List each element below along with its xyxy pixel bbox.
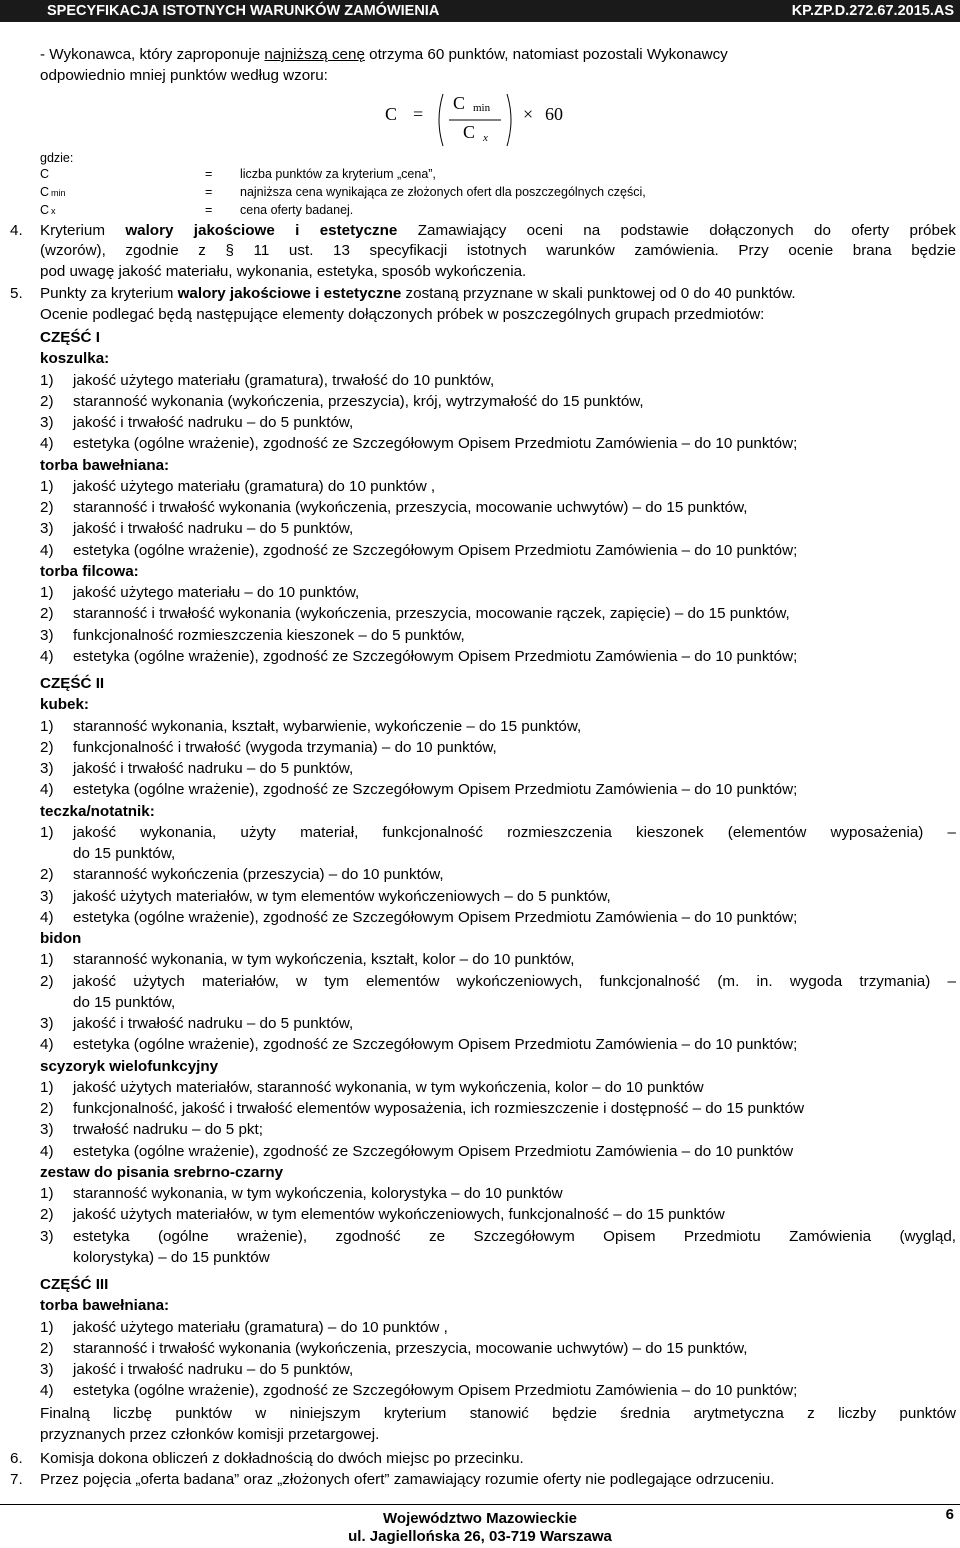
final-line-2: przyznanych przez członków komisji przetargowej.: [40, 1426, 380, 1443]
intro-line-2: odpowiednio mniej punktów według wzoru:: [40, 67, 328, 84]
list-item: staranność i trwałość wykonania (wykończenia, przeszycia, mocowanie uchwytów) – do 15 punktów,: [73, 1339, 748, 1357]
list-item-number: 3): [40, 1361, 54, 1378]
list-item: trwałość nadruku – do 5 pkt;: [73, 1121, 263, 1139]
footer-address: ul. Jagiellońska 26, 03-719 Warszawa: [348, 1528, 612, 1545]
legend-subscript: x: [51, 206, 56, 216]
score-formula: [385, 92, 585, 152]
formula-lhs: C: [385, 104, 398, 124]
item-4-text: Kryterium: [40, 222, 105, 239]
formula-numerator-sub: min: [473, 102, 491, 114]
list-item-number: 3): [40, 760, 54, 777]
list-item-number: 2): [40, 1206, 54, 1224]
page-number: 6: [945, 1506, 954, 1523]
legend-description: najniższa cena wynikająca ze złożonych ofert dla poszczególnych części,: [240, 185, 646, 199]
list-item-number: 1): [40, 371, 54, 389]
list-item: estetyka (ogólne wrażenie), zgodność ze Szczegółowym Opisem Przedmiotu Zamówienia – do 10 punktów;: [73, 1382, 798, 1400]
list-item-number: 2): [40, 1339, 54, 1357]
list-item: estetyka (ogólne wrażenie), zgodność ze Szczegółowym Opisem Przedmiotu Zamówienia – do 10 punktów;: [73, 781, 798, 799]
list-item: staranność wykonania (wykończenia, przeszycia), krój, wytrzymałość do 15 punktów,: [73, 392, 644, 410]
section-heading: torba bawełniana:: [40, 456, 170, 474]
formula-denominator-sub: x: [483, 132, 488, 144]
legend-symbol: C: [40, 167, 50, 181]
legend-gdzie: gdzie:: [40, 151, 74, 165]
list-item-number: 4): [40, 435, 54, 453]
item-4-number: 4.: [10, 222, 23, 239]
document-header: [0, 0, 960, 22]
list-item: do 15 punktów,: [73, 845, 176, 862]
list-item: jakość i trwałość nadruku – do 5 punktów,: [73, 1361, 354, 1378]
section-heading: zestaw do pisania srebrno-czarny: [40, 1163, 284, 1181]
item-7-text: Przez pojęcia „oferta badana” oraz „złożonych ofert” zamawiający rozumie oferty nie podlegające odrzuceniu.: [40, 1471, 775, 1488]
list-item-number: 2): [40, 605, 54, 623]
list-item: jakość użytego materiału (gramatura) – do 10 punktów ,: [73, 1318, 448, 1336]
item-7-number: 7.: [10, 1471, 23, 1488]
list-item-number: 4): [40, 647, 54, 665]
formula-denominator: C: [463, 122, 476, 142]
item-5-bold: walory jakościowe i estetyczne: [177, 285, 402, 302]
legend-description: liczba punktów za kryterium „cena”,: [240, 167, 436, 181]
item-4-text-cont: Zamawiający oceni na podstawie dołączonych do oferty próbek: [417, 222, 956, 239]
list-item: jakość i trwałość nadruku – do 5 punktów,: [73, 520, 354, 538]
legend-equals: =: [205, 185, 213, 199]
list-item: jakość użytego materiału (gramatura), trwałość do 10 punktów,: [73, 371, 495, 389]
list-item: estetyka (ogólne wrażenie), zgodność ze Szczegółowym Opisem Przedmiotu Zamówienia (wygląd,: [73, 1227, 956, 1245]
item-5-number: 5.: [10, 285, 23, 302]
list-item-number: 1): [40, 951, 54, 969]
formula-factor: 60: [545, 104, 563, 124]
legend-equals: =: [205, 167, 213, 181]
footer-divider: [0, 1504, 960, 1505]
section-heading: torba filcowa:: [40, 562, 139, 580]
item-5-line-1: [40, 284, 796, 304]
list-item: staranność wykonania, w tym wykończenia, kolorystyka – do 10 punktów: [73, 1185, 563, 1202]
list-item: jakość użytych materiałów, w tym elementów wykończeniowych, funkcjonalność (m. in. wygoda trzymania) –: [73, 972, 956, 990]
item-5-line-2: Ocenie podlegać będą następujące elementy dołączonych próbek w poszczególnych grupach przedmiotów:: [40, 306, 765, 323]
legend-symbol: C: [40, 203, 50, 217]
list-item-number: 1): [40, 1078, 54, 1096]
list-item: funkcjonalność, jakość i trwałość elementów wyposażenia, ich rozmieszczenie i dostępność – do 15 punktów: [73, 1100, 805, 1117]
intro-text: - Wykonawca, który zaproponuje: [40, 46, 261, 63]
item-6-text: Komisja dokona obliczeń z dokładnością do dwóch miejsc po przecinku.: [40, 1450, 524, 1467]
list-item-number: 4): [40, 781, 54, 799]
list-item: estetyka (ogólne wrażenie), zgodność ze Szczegółowym Opisem Przedmiotu Zamówienia – do 10 punktów: [73, 1142, 794, 1160]
list-item-number: 3): [40, 626, 54, 644]
list-item-number: 4): [40, 1142, 54, 1160]
section-heading: kubek:: [40, 696, 89, 714]
formula-times: ×: [523, 104, 534, 124]
list-item-number: 4): [40, 541, 54, 559]
list-item: jakość użytego materiału (gramatura) do 10 punktów ,: [73, 477, 436, 495]
list-item-number: 1): [40, 717, 54, 735]
legend-description: cena oferty badanej.: [240, 203, 354, 217]
list-item: estetyka (ogólne wrażenie), zgodność ze Szczegółowym Opisem Przedmiotu Zamówienia – do 10 punktów;: [73, 647, 798, 665]
footer-organization: Województwo Mazowieckie: [383, 1510, 577, 1527]
legend-row: [40, 200, 56, 221]
section-heading: CZĘŚĆ I: [40, 329, 100, 346]
list-item-number: 4): [40, 1382, 54, 1400]
header-title: SPECYFIKACJA ISTOTNYCH WARUNKÓW ZAMÓWIENIA: [47, 3, 440, 19]
list-item: staranność i trwałość wykonania (wykończenia, przeszycia, mocowanie uchwytów) – do 15 punktów,: [73, 499, 748, 516]
item-5-text: Punkty za kryterium: [40, 285, 174, 302]
list-item-number: 3): [40, 520, 54, 538]
list-item: estetyka (ogólne wrażenie), zgodność ze Szczegółowym Opisem Przedmiotu Zamówienia – do 10 punktów;: [73, 908, 798, 926]
legend-equals: =: [205, 203, 213, 217]
formula-numerator: C: [453, 93, 466, 113]
item-4-line-3: pod uwagę jakość materiału, wykonania, estetyka, sposób wykończenia.: [40, 263, 527, 280]
list-item-number: 1): [40, 584, 54, 601]
item-5-text-cont: zostaną przyznane w skali punktowej od 0 do 40 punktów.: [405, 285, 796, 302]
section-heading: CZĘŚĆ III: [40, 1276, 109, 1293]
list-item-number: 2): [40, 499, 54, 516]
list-item-number: 2): [40, 1100, 54, 1117]
list-item: jakość wykonania, użyty materiał, funkcjonalność rozmieszczenia kieszonek (elementów wyposażenia) –: [73, 823, 956, 841]
list-item-number: 3): [40, 1227, 54, 1245]
list-item: staranność wykonania, w tym wykończenia, kształt, kolor – do 10 punktów,: [73, 951, 575, 969]
list-item: jakość i trwałość nadruku – do 5 punktów,: [73, 414, 354, 431]
list-item-number: 1): [40, 1185, 54, 1202]
list-item-number: 1): [40, 1318, 54, 1336]
list-item-number: 2): [40, 392, 54, 410]
list-item: jakość i trwałość nadruku – do 5 punktów,: [73, 760, 354, 777]
list-item-number: 1): [40, 477, 54, 495]
list-item-number: 2): [40, 972, 54, 990]
list-item: funkcjonalność i trwałość (wygoda trzymania) – do 10 punktów,: [73, 738, 497, 756]
list-item-number: 2): [40, 866, 54, 884]
list-item: jakość użytych materiałów, staranność wykonania, w tym wykończenia, kolor – do 10 punktów: [73, 1078, 704, 1096]
list-item: staranność wykończenia (przeszycia) – do 10 punktów,: [73, 866, 444, 884]
section-heading: scyzoryk wielofunkcyjny: [40, 1057, 219, 1075]
list-item-number: 4): [40, 908, 54, 926]
intro-line-1: [40, 45, 956, 65]
final-line-1: Finalną liczbę punktów w niniejszym kryterium stanowić będzie średnia arytmetyczna z liczby punktów: [40, 1405, 956, 1422]
section-heading: bidon: [40, 930, 82, 947]
item-4-line-1: [40, 221, 956, 241]
list-item: staranność wykonania, kształt, wybarwienie, wykończenie – do 15 punktów,: [73, 717, 582, 735]
legend-symbol: C: [40, 185, 50, 199]
item-6-number: 6.: [10, 1450, 23, 1467]
legend-subscript: min: [51, 188, 66, 198]
list-item-number: 3): [40, 1121, 54, 1139]
list-item-number: 4): [40, 1036, 54, 1054]
list-item-number: 3): [40, 414, 54, 431]
intro-underlined: najniższą cenę: [264, 46, 365, 63]
list-item: jakość użytego materiału – do 10 punktów,: [73, 584, 360, 601]
list-item-number: 3): [40, 1015, 54, 1032]
section-heading: koszulka:: [40, 350, 110, 368]
list-item: jakość i trwałość nadruku – do 5 punktów,: [73, 1015, 354, 1032]
list-item: estetyka (ogólne wrażenie), zgodność ze Szczegółowym Opisem Przedmiotu Zamówienia – do 10 punktów;: [73, 541, 798, 559]
list-item-number: 1): [40, 823, 54, 841]
list-item-number: 2): [40, 738, 54, 756]
list-item: do 15 punktów,: [73, 993, 176, 1011]
section-heading: torba bawełniana:: [40, 1297, 170, 1315]
item-4-line-2: (wzorów), zgodnie z § 11 ust. 13 specyfikacji istotnych warunków zamówienia. Przy ocenie brana będzie: [40, 242, 956, 259]
list-item: estetyka (ogólne wrażenie), zgodność ze Szczegółowym Opisem Przedmiotu Zamówienia – do 10 punktów;: [73, 1036, 798, 1054]
list-item: funkcjonalność rozmieszczenia kieszonek – do 5 punktów,: [73, 626, 465, 644]
intro-text-cont: otrzyma 60 punktów, natomiast pozostali Wykonawcy: [369, 46, 728, 63]
list-item: staranność i trwałość wykonania (wykończenia, przeszycia, mocowanie rączek, zapięcie) – do 15 punktów,: [73, 605, 790, 623]
header-reference: KP.ZP.D.272.67.2015.AS: [791, 3, 954, 19]
list-item: kolorystyka) – do 15 punktów: [73, 1248, 270, 1266]
list-item: jakość użytych materiałów, w tym elementów wykończeniowych, funkcjonalność – do 15 punktów: [73, 1206, 725, 1224]
section-heading: teczka/notatnik:: [40, 802, 155, 820]
formula-equals: =: [413, 104, 424, 124]
list-item-number: 3): [40, 887, 54, 905]
item-4-bold: walory jakościowe i estetyczne: [125, 222, 398, 239]
section-heading: CZĘŚĆ II: [40, 675, 105, 692]
list-item: estetyka (ogólne wrażenie), zgodność ze Szczegółowym Opisem Przedmiotu Zamówienia – do 10 punktów;: [73, 435, 798, 453]
list-item: jakość użytych materiałów, w tym elementów wykończeniowych – do 5 punktów,: [73, 887, 611, 905]
